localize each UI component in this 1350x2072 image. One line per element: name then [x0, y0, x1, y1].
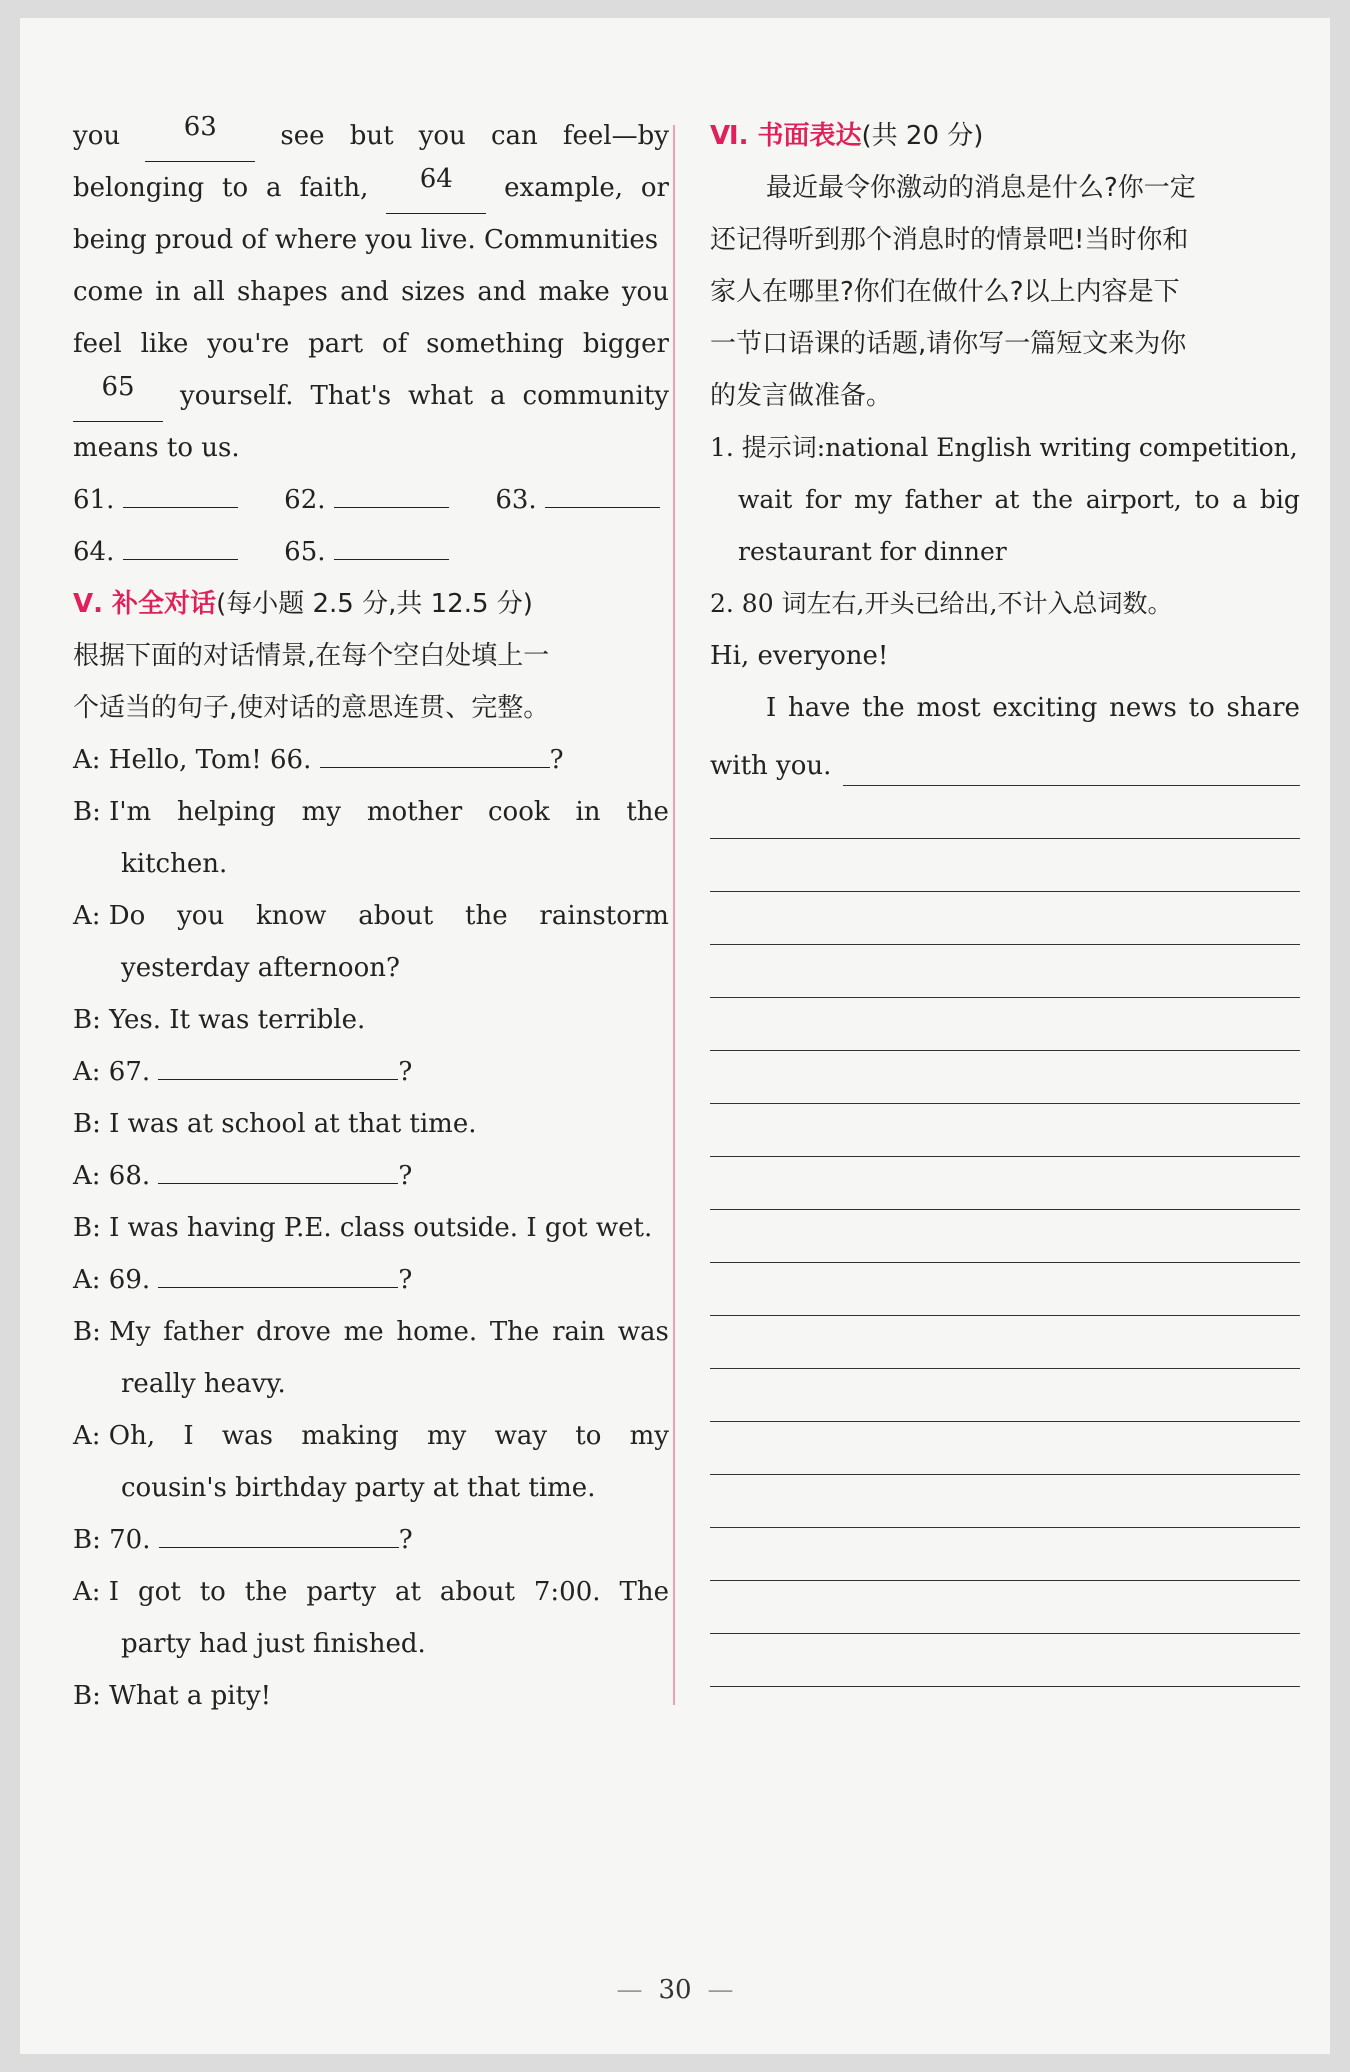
passage-word: feel—by [562, 121, 669, 151]
dialog-blank-67[interactable] [158, 1079, 398, 1080]
question-mark: ? [549, 745, 564, 775]
writing-line[interactable] [710, 1104, 1300, 1157]
dialog-line-11b: cousin's birthday party at that time. [121, 1473, 596, 1503]
writing-area[interactable] [710, 786, 1300, 1687]
answer-label-62: 62. [284, 485, 326, 515]
section-5-instruction-1: 根据下面的对话情景,在每个空白处填上一 [73, 641, 550, 671]
word: my [427, 1421, 467, 1451]
word: helping [177, 797, 276, 827]
word: to [1188, 693, 1215, 723]
word: something [426, 329, 565, 359]
answer-blank-64[interactable] [123, 559, 238, 560]
prompt-line-1: 最近最令你激动的消息是什么?你一定 [766, 173, 1196, 203]
word: airport, [1085, 485, 1182, 514]
word: A: Do [73, 901, 146, 931]
word: big [1259, 485, 1300, 514]
writing-line[interactable] [710, 998, 1300, 1051]
dialog-text: A: 69. [73, 1265, 151, 1295]
tip-line-1c: restaurant for dinner [738, 537, 1007, 566]
word: the [1032, 485, 1074, 514]
dialog-line-11 [73, 1410, 669, 1462]
word: B: I'm [73, 797, 152, 827]
answer-label-61: 61. [73, 485, 115, 515]
word: making [301, 1421, 399, 1451]
word: you're [207, 329, 290, 359]
section-5-instruction-2: 个适当的句子,使对话的意思连贯、完整。 [73, 693, 550, 723]
word: for [805, 485, 842, 514]
greeting: Hi, everyone! [710, 641, 889, 671]
writing-line[interactable] [710, 892, 1300, 945]
question-mark: ? [398, 1265, 413, 1295]
passage-word: or [640, 173, 669, 203]
answer-label-64: 64. [73, 537, 115, 567]
word: and [477, 277, 527, 307]
essay-start-text: with you. [710, 751, 832, 781]
word: to [575, 1421, 602, 1451]
passage-word: belonging [73, 173, 205, 203]
dialog-line-7 [73, 1150, 669, 1202]
word: was [221, 1421, 273, 1451]
writing-line[interactable] [710, 1157, 1300, 1210]
dialog-line-12 [73, 1514, 669, 1566]
word: news [1109, 693, 1177, 723]
word: you [177, 901, 225, 931]
answer-row-2 [73, 526, 669, 578]
word: to [1194, 485, 1220, 514]
word: got [138, 1577, 181, 1607]
dialog-line-13 [73, 1566, 669, 1618]
tip-line-2: 2. 80 词左右,开头已给出,不计入总词数。 [710, 589, 1173, 618]
passage-word: That's [310, 381, 392, 411]
passage-line-6 [73, 370, 669, 422]
dialog-line-3 [73, 890, 669, 942]
dialog-blank-69[interactable] [158, 1287, 398, 1288]
passage-line-5 [73, 318, 669, 370]
word: The [619, 1577, 669, 1607]
tip-line-1: 1. 提示词:national English writing competition, [710, 433, 1298, 462]
word: me [343, 1317, 384, 1347]
answer-blank-65[interactable] [334, 559, 449, 560]
word: of [381, 329, 408, 359]
passage-word: see [280, 121, 325, 151]
word: the [862, 693, 905, 723]
answer-label-63: 63. [495, 485, 537, 515]
word: home. [396, 1317, 478, 1347]
writing-line[interactable] [843, 749, 1300, 786]
writing-line[interactable] [710, 1210, 1300, 1263]
page-number-value: 30 [658, 1975, 692, 2005]
prompt-line-5: 的发言做准备。 [710, 381, 893, 411]
word: my [301, 797, 341, 827]
word: father [904, 485, 982, 514]
word: cook [487, 797, 550, 827]
word: A: Oh, [73, 1421, 156, 1451]
word: a [1232, 485, 1248, 514]
word: my [629, 1421, 669, 1451]
passage-word: community [522, 381, 669, 411]
dialog-line-2 [73, 786, 669, 838]
word: rain [552, 1317, 606, 1347]
dialog-text: B: 70. [73, 1525, 151, 1555]
writing-line[interactable] [710, 1422, 1300, 1475]
passage-word: what [408, 381, 474, 411]
dialog-line-1 [73, 734, 669, 786]
blank-63[interactable]: 63 [145, 110, 255, 162]
word: exciting [992, 693, 1098, 723]
writing-line[interactable] [710, 1369, 1300, 1422]
word: drove [256, 1317, 331, 1347]
passage-word: yourself. [180, 381, 294, 411]
writing-line[interactable] [710, 839, 1300, 892]
section-5-title: Ⅴ. 补全对话 [73, 589, 217, 619]
writing-line[interactable] [710, 1475, 1300, 1528]
word: father [163, 1317, 244, 1347]
passage-word: you [418, 121, 466, 151]
answer-label-65: 65. [284, 537, 326, 567]
dialog-line-9 [73, 1254, 669, 1306]
page-number [0, 1975, 1350, 2005]
blank-64[interactable]: 64 [386, 162, 486, 214]
word: my [854, 485, 892, 514]
word: all [192, 277, 225, 307]
word: and [340, 277, 389, 307]
writing-line[interactable] [710, 1051, 1300, 1104]
word: the [465, 901, 508, 931]
word: like [140, 329, 189, 359]
word: most [916, 693, 981, 723]
word: about [358, 901, 434, 931]
passage-word: can [490, 121, 538, 151]
answer-blank-61[interactable] [123, 507, 238, 508]
word: you [621, 277, 669, 307]
column-divider [673, 125, 675, 1705]
right-column [710, 110, 1300, 1687]
dialog-line-10b: really heavy. [121, 1369, 286, 1399]
word: sizes [401, 277, 466, 307]
word: in [575, 797, 601, 827]
word: was [617, 1317, 669, 1347]
passage-word: you [73, 121, 121, 151]
dialog-line-4: B: Yes. It was terrible. [73, 1005, 366, 1035]
word: B: My [73, 1317, 151, 1347]
dialog-line-5 [73, 1046, 669, 1098]
answer-blank-62[interactable] [334, 507, 449, 508]
word: way [494, 1421, 548, 1451]
essay-start-line-1 [710, 682, 1300, 734]
word: the [626, 797, 669, 827]
word: 7:00. [533, 1577, 601, 1607]
passage-word: faith, [299, 173, 369, 203]
dialog-blank-70[interactable] [159, 1547, 399, 1548]
passage-word: but [349, 121, 394, 151]
dialog-line-14: B: What a pity! [73, 1681, 272, 1711]
word: rainstorm [539, 901, 669, 931]
section-5-score: (每小题 2.5 分,共 12.5 分) [216, 589, 533, 619]
word: at [395, 1577, 421, 1607]
word: shapes [236, 277, 328, 307]
writing-line[interactable] [710, 786, 1300, 839]
dialog-line-13b: party had just finished. [121, 1629, 426, 1659]
prompt-line-3: 家人在哪里?你们在做什么?以上内容是下 [710, 277, 1180, 307]
dialog-text: A: 68. [73, 1161, 151, 1191]
question-mark: ? [398, 1525, 413, 1555]
dialog-line-3b: yesterday afternoon? [121, 953, 400, 983]
passage-line-4 [73, 266, 669, 318]
answer-row-1 [73, 474, 669, 526]
section-5-heading [73, 578, 669, 630]
word: have [788, 693, 851, 723]
answer-blank-63[interactable] [545, 507, 660, 508]
word: in [155, 277, 181, 307]
dialog-text: A: 67. [73, 1057, 151, 1087]
word: share [1226, 693, 1300, 723]
word: about [439, 1577, 515, 1607]
dialog-line-8: B: I was having P.E. class outside. I got wet. [73, 1213, 653, 1243]
passage-word: example, [504, 173, 623, 203]
tip-line-1b [710, 474, 1300, 526]
section-6-title: Ⅵ. 书面表达 [710, 121, 862, 151]
word: part [308, 329, 364, 359]
passage-word: a [266, 173, 282, 203]
dialog-text: A: Hello, Tom! 66. [73, 745, 312, 775]
word: mother [366, 797, 463, 827]
left-column [73, 110, 669, 1722]
page-number-dash: — [707, 1975, 734, 2005]
dialog-line-6: B: I was at school at that time. [73, 1109, 477, 1139]
writing-line[interactable] [710, 1263, 1300, 1316]
writing-line[interactable] [710, 945, 1300, 998]
passage-line-1 [73, 110, 669, 162]
section-6-score: (共 20 分) [861, 121, 984, 151]
writing-line[interactable] [710, 1316, 1300, 1369]
word: the [244, 1577, 288, 1607]
writing-line[interactable] [710, 1528, 1300, 1581]
prompt-line-4: 一节口语课的话题,请你写一篇短文来为你 [710, 329, 1187, 359]
word: I [183, 1421, 194, 1451]
essay-start-line-2[interactable] [710, 734, 1300, 786]
dialog-blank-66[interactable] [320, 767, 550, 768]
passage-word: a [490, 381, 506, 411]
word: A: I [73, 1577, 120, 1607]
passage-line-3: being proud of where you live. Communities [73, 225, 659, 255]
prompt-line-2: 还记得听到那个消息时的情景吧!当时你和 [710, 225, 1189, 255]
dialog-line-10 [73, 1306, 669, 1358]
passage-line-2 [73, 162, 669, 214]
blank-65[interactable]: 65 [73, 370, 163, 422]
passage-line-7: means to us. [73, 433, 240, 463]
dialog-line-2b: kitchen. [121, 849, 228, 879]
section-6-heading [710, 110, 1300, 162]
question-mark: ? [398, 1057, 413, 1087]
word: make [538, 277, 610, 307]
word: I [766, 693, 777, 723]
word: wait [738, 485, 793, 514]
word: party [306, 1577, 377, 1607]
word: to [199, 1577, 226, 1607]
writing-line[interactable] [710, 1581, 1300, 1634]
writing-line[interactable] [710, 1634, 1300, 1687]
word: feel [73, 329, 122, 359]
word: The [489, 1317, 540, 1347]
passage-word: to [222, 173, 249, 203]
word: know [256, 901, 327, 931]
question-mark: ? [398, 1161, 413, 1191]
word: at [994, 485, 1020, 514]
word: come [73, 277, 144, 307]
word: bigger [582, 329, 669, 359]
page-number-dash: — [616, 1975, 643, 2005]
dialog-blank-68[interactable] [158, 1183, 398, 1184]
